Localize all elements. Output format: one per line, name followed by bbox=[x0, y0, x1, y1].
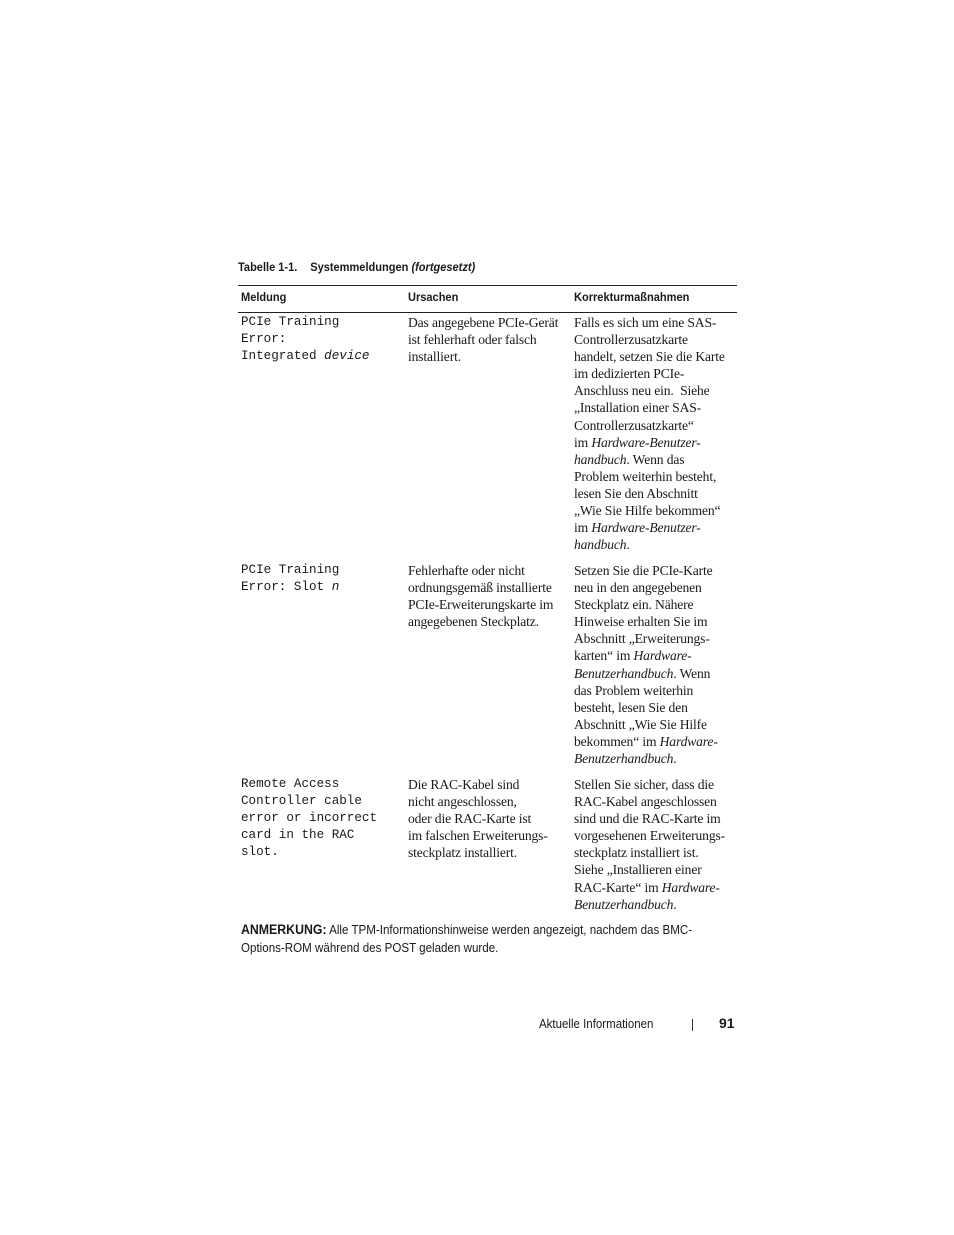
table-row-2-message: PCIe Training Error: Slot n bbox=[241, 563, 340, 594]
footer-section-title: Aktuelle Informationen bbox=[539, 1017, 654, 1031]
column-header-korrekturmassnahmen: Korrekturmaßnahmen bbox=[574, 290, 690, 304]
table-caption-title: Systemmeldungen bbox=[310, 260, 409, 274]
column-header-ursachen: Ursachen bbox=[408, 290, 459, 304]
note-block bbox=[241, 921, 741, 957]
note-label: ANMERKUNG: bbox=[241, 922, 327, 937]
page-number: 91 bbox=[719, 1015, 735, 1031]
note-text-1: Alle TPM-Informationshinweise werden angezeigt, nachdem das BMC- bbox=[326, 923, 693, 937]
note-line-1 bbox=[241, 921, 701, 939]
table-row-3-cause: Die RAC-Kabel sind nicht angeschlossen, oder die RAC-Karte ist im falschen Erweiterungs- steckplatz installiert. bbox=[408, 777, 548, 861]
table-row-1-action: Falls es sich um eine SAS- Controllerzusatzkarte handelt, setzen Sie die Karte im dedizierten PCIe- Anschluss neu ein. Siehe „Installation einer SAS- Controllerzusatzkarte“ im Hardware-Benutzer- handbuch. Wenn das Problem weiterhin besteht, lesen Sie den Abschnitt „Wie Sie Hilfe bekommen“ im Hardware-Benutzer- handbuch. bbox=[574, 315, 725, 553]
column-header-meldung: Meldung bbox=[241, 290, 287, 304]
table-top-rule bbox=[238, 285, 737, 286]
footer-divider bbox=[692, 1019, 693, 1031]
note-line-2: Options-ROM während des POST geladen wurde. bbox=[241, 941, 499, 955]
table-caption bbox=[238, 260, 475, 274]
table-row-1-cause: Das angegebene PCIe-Gerät ist fehlerhaft oder falsch installiert. bbox=[408, 315, 559, 365]
table-row-3-message: Remote Access Controller cable error or incorrect card in the RAC slot. bbox=[241, 777, 378, 859]
table-row-1-message: PCIe Training Error: Integrated device bbox=[241, 315, 370, 363]
table-row-3-action: Stellen Sie sicher, dass die RAC-Kabel angeschlossen sind und die RAC-Karte im vorgesehenen Erweiterungs- steckplatz installiert ist. Siehe „Installieren einer RAC-Karte“ im Hardware- Benutzerhandbuch. bbox=[574, 777, 725, 912]
table-header-rule bbox=[238, 312, 737, 313]
table-row-2-action: Setzen Sie die PCIe-Karte neu in den angegebenen Steckplatz ein. Nähere Hinweise erhalten Sie im Abschnitt „Erweiterungs- karten“ im Hardware- Benutzerhandbuch. Wenn das Problem weiterhin besteht, lesen Sie den Abschnitt „Wie Sie Hilfe bekommen“ im Hardware- Benutzerhandbuch. bbox=[574, 563, 718, 767]
table-row-2-cause: Fehlerhafte oder nicht ordnungsgemäß installierte PCIe-Erweiterungskarte im angegebenen Steckplatz. bbox=[408, 563, 554, 630]
table-caption-subtitle: (fortgesetzt) bbox=[411, 260, 476, 274]
table-caption-label: Tabelle 1-1. bbox=[238, 260, 298, 274]
